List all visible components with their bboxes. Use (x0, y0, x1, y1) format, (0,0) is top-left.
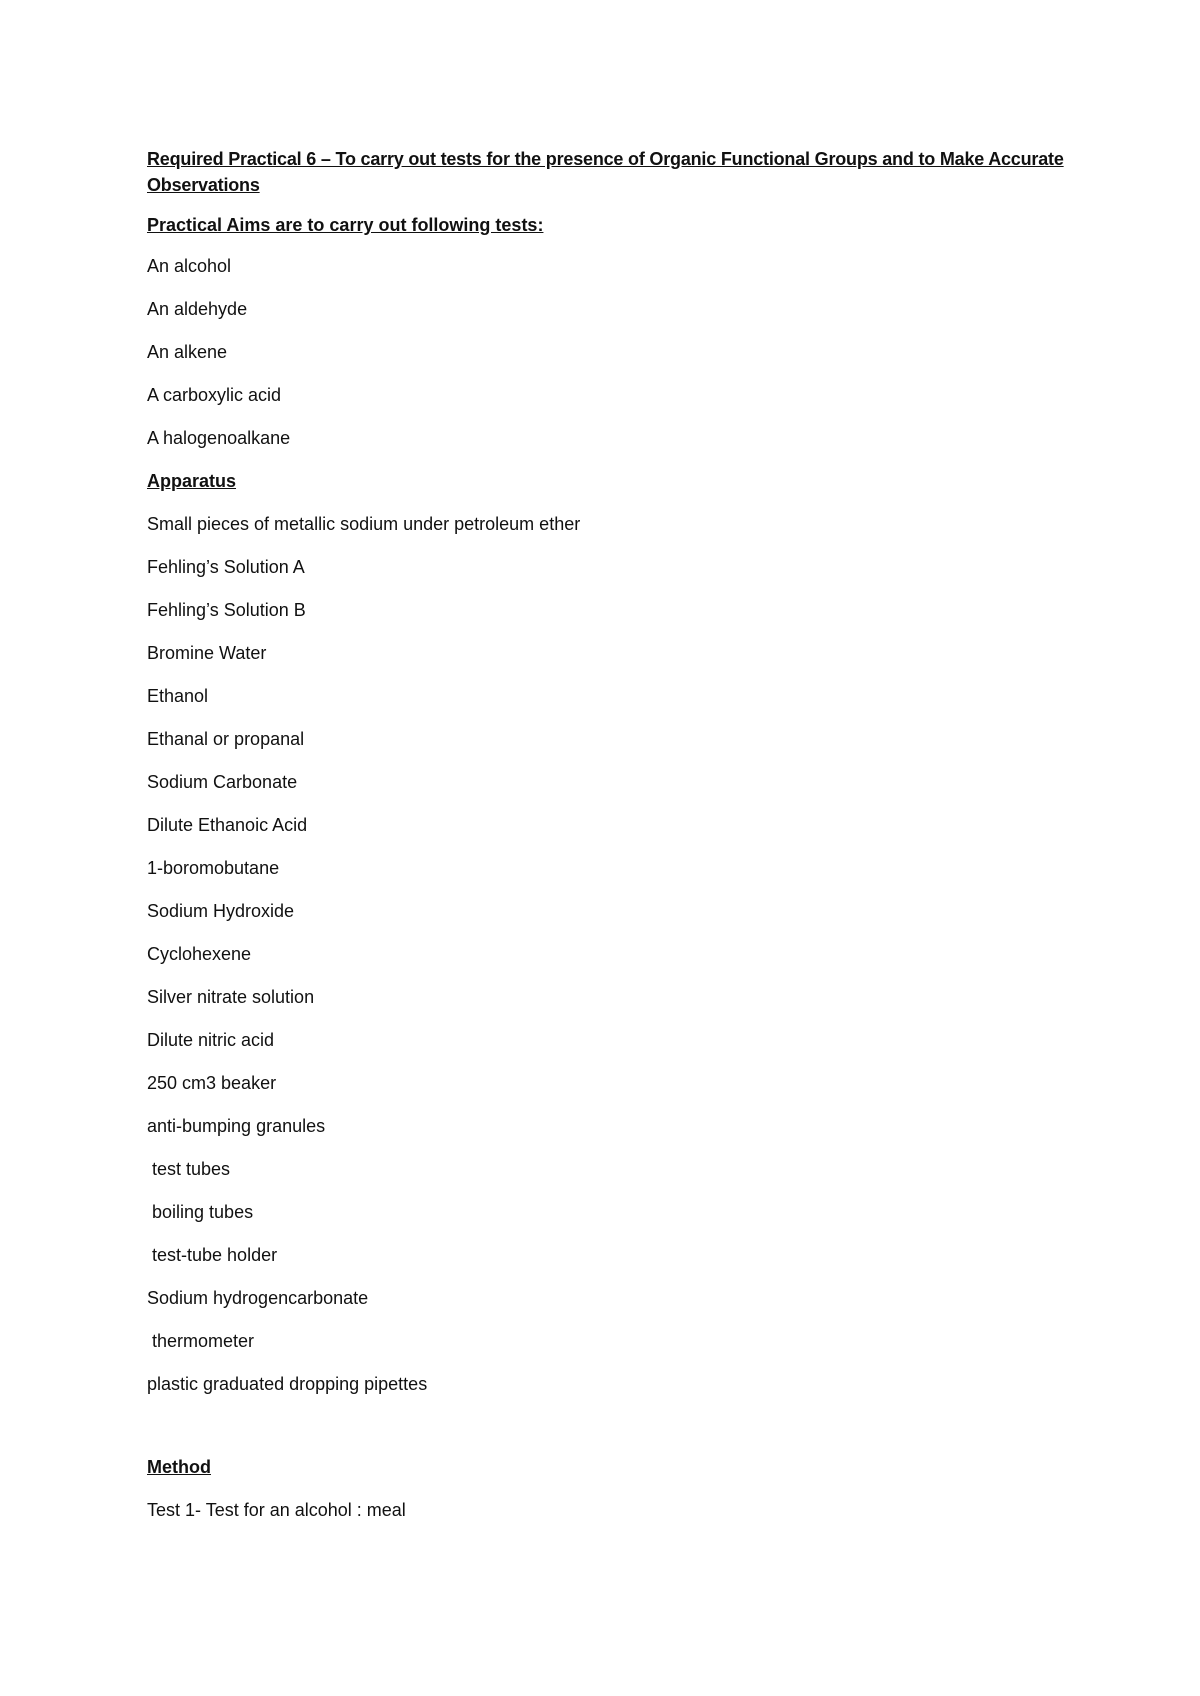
aim-item: An alcohol (147, 256, 232, 276)
apparatus-item: Ethanal or propanal (147, 729, 305, 749)
method-heading: Method (147, 1457, 211, 1477)
apparatus-item: Sodium Carbonate (147, 772, 298, 792)
apparatus-item: Dilute nitric acid (147, 1030, 275, 1050)
apparatus-item: Dilute Ethanoic Acid (147, 815, 308, 835)
apparatus-item: Ethanol (147, 686, 209, 706)
apparatus-item: Bromine Water (147, 643, 267, 663)
apparatus-item: 1-boromobutane (147, 858, 280, 878)
aims-heading: Practical Aims are to carry out following tests: (147, 215, 544, 235)
aim-item: An alkene (147, 342, 228, 362)
apparatus-item: plastic graduated dropping pipettes (147, 1374, 428, 1394)
apparatus-item: 250 cm3 beaker (147, 1073, 277, 1093)
method-line: Test 1- Test for an alcohol : meal (147, 1500, 406, 1520)
apparatus-item: thermometer (147, 1331, 255, 1351)
aim-item: A carboxylic acid (147, 385, 282, 405)
apparatus-item: Sodium Hydroxide (147, 901, 295, 921)
apparatus-item: Fehling’s Solution A (147, 557, 305, 577)
apparatus-item: Cyclohexene (147, 944, 252, 964)
aim-item: An aldehyde (147, 299, 248, 319)
apparatus-item: Sodium hydrogencarbonate (147, 1288, 369, 1308)
apparatus-item: Silver nitrate solution (147, 987, 315, 1007)
apparatus-item: Small pieces of metallic sodium under petroleum ether (147, 514, 581, 534)
apparatus-heading: Apparatus (147, 471, 237, 491)
aim-item: A halogenoalkane (147, 428, 291, 448)
document-title: Required Practical 6 – To carry out tests for the presence of Organic Functional Groups and to Make Accurate Observations (147, 149, 1064, 195)
apparatus-item: test tubes (147, 1159, 231, 1179)
apparatus-item: anti-bumping granules (147, 1116, 326, 1136)
apparatus-item: Fehling’s Solution B (147, 600, 306, 620)
apparatus-item: test-tube holder (147, 1245, 278, 1265)
apparatus-item: boiling tubes (147, 1202, 254, 1222)
